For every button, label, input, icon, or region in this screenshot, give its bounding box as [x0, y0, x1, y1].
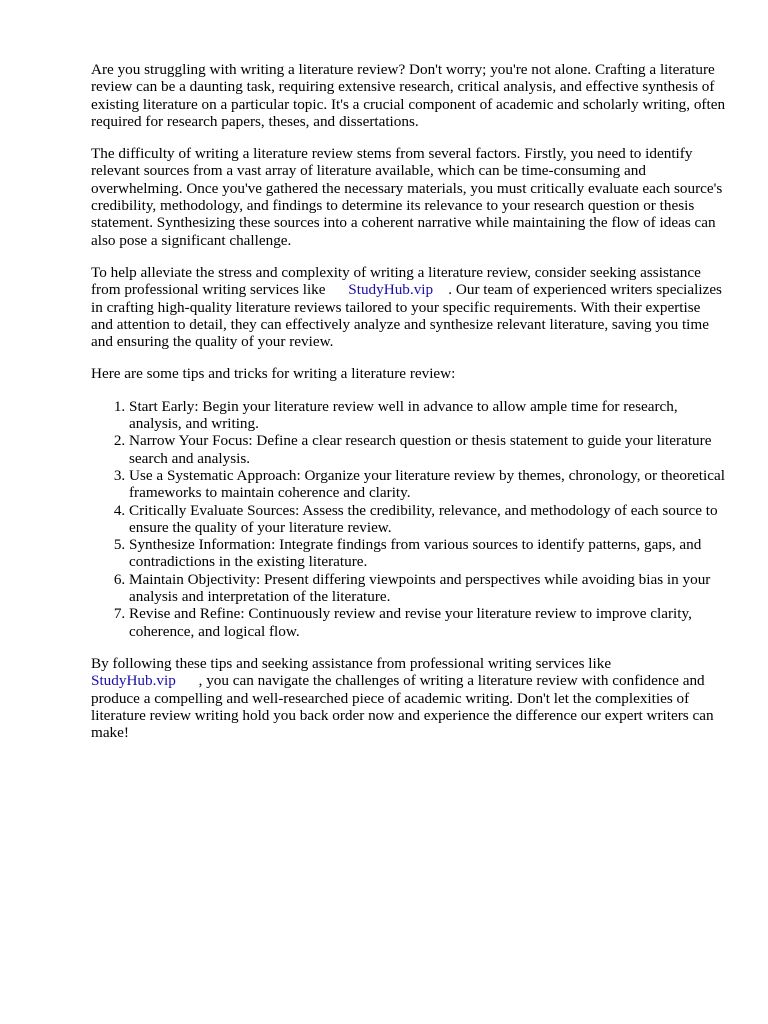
- tips-intro-paragraph: Here are some tips and tricks for writing a literature review:: [91, 365, 456, 383]
- list-item: 4. Critically Evaluate Sources: Assess the credibility, relevance, and methodology of each source to ensure the quality of your literature review.: [129, 502, 726, 537]
- studyhub-link[interactable]: StudyHub.vip: [348, 281, 434, 299]
- studyhub-link-conclusion[interactable]: StudyHub.vip: [91, 672, 176, 690]
- list-item: 6. Maintain Objectivity: Present differing viewpoints and perspectives while avoiding bias in your analysis and interpretation of the literature.: [129, 571, 726, 606]
- list-item: 5. Synthesize Information: Integrate findings from various sources to identify patterns, gaps, and contradictions in the existing literature.: [129, 536, 726, 571]
- document-page: [91, 61, 726, 756]
- assistance-text-after: . Our team of experienced writers specializes in crafting high-quality literature reviews tailored to your specific requirements. With their expertise and attention to detail, they can effectively analyze and synthesize relevant literature, saving you time and ensuring the quality of your review.: [91, 281, 722, 351]
- list-item: 1. Start Early: Begin your literature review well in advance to allow ample time for research, analysis, and writing.: [129, 398, 726, 433]
- difficulty-paragraph: The difficulty of writing a literature review stems from several factors. Firstly, you need to identify relevant sources from a vast array of literature available, which can be time-consuming and overwhelming. Once you've gathered the necessary materials, you must critically evaluate each source's credibility, methodology, and findings to determine its relevance to your research question or thesis statement. Synthesizing these sources into a coherent narrative while maintaining the flow of ideas can also pose a significant challenge.: [91, 145, 723, 249]
- list-item: 3. Use a Systematic Approach: Organize your literature review by themes, chronology, or theoretical frameworks to maintain coherence and clarity.: [129, 467, 726, 502]
- list-item: 2. Narrow Your Focus: Define a clear research question or thesis statement to guide your literature search and analysis.: [129, 432, 726, 467]
- list-item: 7. Revise and Refine: Continuously review and revise your literature review to improve clarity, coherence, and logical flow.: [129, 605, 726, 640]
- conclusion-paragraph: [91, 655, 726, 741]
- conclusion-text-after: , you can navigate the challenges of writing a literature review with confidence and produce a compelling and well-researched piece of academic writing. Don't let the complexities of literature review writing hold you back order now and experience the difference our expert writers can make!: [91, 672, 714, 742]
- conclusion-text-before: By following these tips and seeking assistance from professional writing services like: [91, 654, 612, 672]
- assistance-paragraph: [91, 264, 726, 350]
- intro-paragraph: Are you struggling with writing a literature review? Don't worry; you're not alone. Crafting a literature review can be a daunting task, requiring extensive research, critical analysis, and effective synthesis of existing literature on a particular topic. It's a crucial component of academic and scholarly writing, often required for research papers, theses, and dissertations.: [91, 61, 726, 130]
- assistance-text-before: To help alleviate the stress and complexity of writing a literature review, consider seeking assistance from professional writing services like: [91, 263, 701, 299]
- tips-list: [91, 398, 726, 640]
